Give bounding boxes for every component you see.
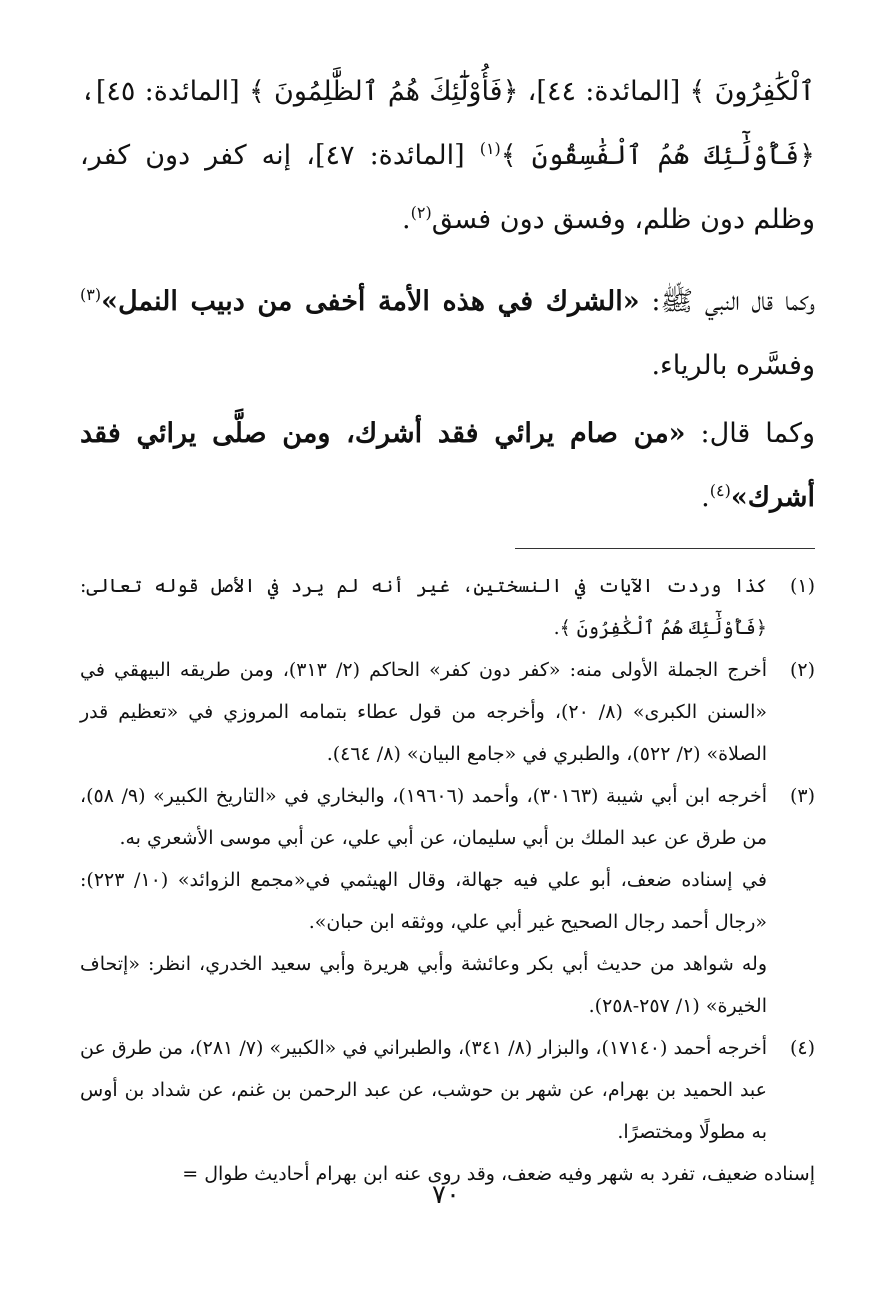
verse-text: ٱلْكَٰفِرُونَ ﴾ [المائدة: ٤٤]، ﴿فَأُوْلَٰٓئِكَ هُمُ ٱلظَّٰلِمُونَ ﴾ [المائدة: ٤٥]، ﴿فَأُوْلَٰٓئِكَ هُمُ ٱلْفَٰسِقُونَ ﴾ [80,76,815,171]
footnote-4-continuation: إسناده ضعيف، تفرد به شهر وفيه ضعف، وقد روى عنه ابن بهرام أحاديث طوال = [182,1163,815,1185]
footnote-number: (٣) [789,785,815,807]
page [80,60,815,1195]
footnote-ref-4[interactable]: (٤) [709,481,731,500]
footnote-3-witnesses: وله شواهد من حديث أبي بكر وعائشة وأبي هريرة وأبي سعيد الخدري، انظر: «إتحاف الخيرة» (١/ ٢٥٧-٢٥٨). [80,953,767,1017]
period: . [701,482,710,513]
footnote-4 [80,1027,815,1153]
footnote-1 [80,565,815,649]
paragraph-2-intro: وكما قال النبي ﷺ: [639,286,815,317]
footnote-text: أخرجه أحمد (١٧١٤٠)، والبزار (٨/ ٣٤١)، والطبراني في «الكبير» (٧/ ٢٨١)، من طرق عن عبد الحميد بن بهرام، عن شهر بن حوشب، عن عبد الرحمن بن غنم، عن شداد بن أوس به مطولًا ومختصرًا. [80,1037,768,1143]
paragraph-2-tail: وفسَّره بالرياء. [651,350,815,381]
period: . [402,204,411,235]
footnote-number: (٤) [789,1037,815,1059]
main-text [80,60,815,530]
footnote-2 [80,649,815,775]
footnote-text: كذا وردت الآيات في النسختين، غير أنه لم يرد في الأصل قوله تعالى: ﴿فَأُوْلَٰٓئِكَ هُمُ ٱلْكَٰفِرُونَ ﴾. [80,575,767,639]
paragraph-1 [80,60,815,252]
footnote-ref-1[interactable]: (١) [479,139,501,158]
footnote-ref-3[interactable]: (٣) [80,285,102,304]
footnote-3 [80,775,815,859]
footnotes [80,565,815,1195]
hadith-quote-1: «الشرك في هذه الأمة أخفى من دبيب النمل» [101,286,640,317]
footnote-number: (٢) [789,659,815,681]
footnote-separator [515,548,815,549]
paragraph-2 [80,270,815,398]
page-number: ٧٠ [432,1180,460,1210]
hadith-quote-2: «من صام يرائي فقد أشرك، ومن صلَّى يرائي فقد أشرك» [80,418,815,513]
paragraph-1-tail: [المائدة: ٤٧]، إنه كفر دون كفر، وظلم دون ظلم، وفسق دون فسق [80,140,815,235]
paragraph-3-intro: وكما قال: [685,418,815,449]
footnote-ref-2[interactable]: (٢) [410,203,432,222]
paragraph-3 [80,402,815,530]
footnote-text: أخرج الجملة الأولى منه: «كفر دون كفر» الحاكم (٢/ ٣١٣)، ومن طريقه البيهقي في «السنن الكبرى» (٨/ ٢٠)، وأخرجه من قول عطاء بتمامه المروزي في «تعظيم قدر الصلاة» (٢/ ٥٢٢)، والطبري في «جامع البيان» (٨/ ٤٦٤). [80,659,768,765]
footnote-number: (١) [789,575,815,597]
footnote-3-grading: في إسناده ضعف، أبو علي فيه جهالة، وقال الهيثمي في«مجمع الزوائد» (١٠/ ٢٢٣): «رجال أحمد رجال الصحيح غير أبي علي، ووثقه ابن حبان». [80,869,767,933]
footnote-text: أخرجه ابن أبي شيبة (٣٠١٦٣)، وأحمد (١٩٦٠٦)، والبخاري في «التاريخ الكبير» (٩/ ٥٨)، من طرق عن عبد الملك بن أبي سليمان، عن أبي علي، عن أبي موسى الأشعري به. [80,785,767,849]
